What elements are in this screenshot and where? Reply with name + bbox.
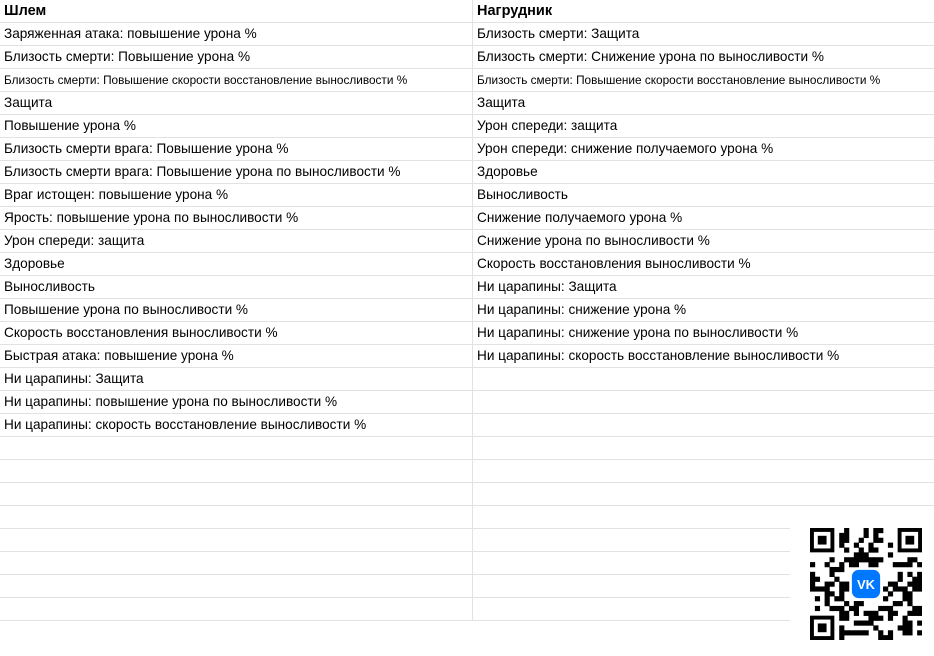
chestplate-stat-cell[interactable]: Снижение урона по выносливости % (477, 233, 710, 248)
helmet-stat-cell[interactable] (0, 506, 473, 528)
helmet-stat-cell[interactable]: Урон спереди: защита (0, 230, 473, 252)
chestplate-stat-cell[interactable]: Защита (477, 95, 526, 110)
table-row (0, 207, 934, 230)
helmet-stat-cell[interactable]: Ни царапины: Защита (0, 368, 473, 390)
table-row (0, 368, 934, 391)
chestplate-stat-cell[interactable]: Ни царапины: снижение урона по выносливости % (477, 325, 799, 340)
helmet-stat-cell[interactable]: Близость смерти врага: Повышение урона % (0, 138, 473, 160)
table-row (0, 437, 934, 460)
chestplate-stat-cell[interactable] (473, 414, 934, 436)
table-row (0, 299, 934, 322)
header-cell-chestplate[interactable]: Нагрудник (477, 3, 553, 19)
table-row (0, 460, 934, 483)
table-row (0, 345, 934, 368)
table-row (0, 414, 934, 437)
helmet-stat-cell[interactable] (0, 529, 473, 551)
helmet-stat-cell[interactable] (0, 575, 473, 597)
table-row (0, 253, 934, 276)
helmet-stat-cell[interactable] (0, 460, 473, 482)
chestplate-stat-cell[interactable]: Близость смерти: Защита (477, 26, 640, 41)
table-row (0, 391, 934, 414)
chestplate-stat-cell[interactable]: Урон спереди: защита (477, 118, 618, 133)
helmet-stat-cell[interactable]: Повышение урона по выносливости % (0, 299, 473, 321)
chestplate-stat-cell[interactable]: Ни царапины: Защита (477, 279, 617, 294)
chestplate-stat-cell[interactable]: Близость смерти: Снижение урона по выносливости % (477, 49, 824, 64)
vk-qr-code-icon (790, 508, 934, 656)
table-row (0, 23, 934, 46)
chestplate-stat-cell[interactable]: Урон спереди: снижение получаемого урона % (477, 141, 774, 156)
chestplate-stat-cell[interactable]: Здоровье (477, 164, 538, 179)
chestplate-stat-cell[interactable]: Выносливость (477, 187, 568, 202)
table-row (0, 92, 934, 115)
chestplate-stat-cell[interactable]: Ни царапины: скорость восстановление выносливости % (477, 348, 840, 363)
helmet-stat-cell[interactable] (0, 552, 473, 574)
table-row (0, 276, 934, 299)
chestplate-stat-cell[interactable] (473, 483, 934, 505)
chestplate-stat-cell[interactable] (473, 391, 934, 413)
table-row (0, 483, 934, 506)
helmet-stat-cell[interactable]: Ярость: повышение урона по выносливости % (0, 207, 473, 229)
table-row (0, 161, 934, 184)
table-row (0, 69, 934, 92)
table-row (0, 322, 934, 345)
helmet-stat-cell[interactable]: Заряженная атака: повышение урона % (0, 23, 473, 45)
helmet-stat-cell[interactable]: Ни царапины: повышение урона по выносливости % (0, 391, 473, 413)
header-cell-helmet[interactable]: Шлем (0, 0, 473, 22)
chestplate-stat-cell[interactable]: Ни царапины: снижение урона % (477, 302, 687, 317)
chestplate-stat-cell[interactable]: Близость смерти: Повышение скорости восстановление выносливости % (477, 73, 881, 87)
helmet-stat-cell[interactable] (0, 483, 473, 505)
vk-logo-text: VK (856, 576, 876, 592)
helmet-stat-cell[interactable]: Защита (0, 92, 473, 114)
helmet-stat-cell[interactable]: Близость смерти: Повышение скорости восстановление выносливости % (0, 69, 473, 91)
helmet-stat-cell[interactable]: Повышение урона % (0, 115, 473, 137)
chestplate-stat-cell[interactable] (473, 460, 934, 482)
chestplate-stat-cell[interactable] (473, 437, 934, 459)
chestplate-stat-cell[interactable]: Скорость восстановления выносливости % (477, 256, 751, 271)
chestplate-stat-cell[interactable]: Снижение получаемого урона % (477, 210, 683, 225)
helmet-stat-cell[interactable]: Близость смерти: Повышение урона % (0, 46, 473, 68)
helmet-stat-cell[interactable]: Враг истощен: повышение урона % (0, 184, 473, 206)
helmet-stat-cell[interactable]: Быстрая атака: повышение урона % (0, 345, 473, 367)
helmet-stat-cell[interactable]: Здоровье (0, 253, 473, 275)
table-row (0, 230, 934, 253)
helmet-stat-cell[interactable]: Выносливость (0, 276, 473, 298)
table-row (0, 46, 934, 69)
header-row (0, 0, 934, 23)
table-row (0, 184, 934, 207)
table-row (0, 138, 934, 161)
helmet-stat-cell[interactable] (0, 437, 473, 459)
table-row (0, 115, 934, 138)
helmet-stat-cell[interactable] (0, 598, 473, 620)
helmet-stat-cell[interactable]: Скорость восстановления выносливости % (0, 322, 473, 344)
chestplate-stat-cell[interactable] (473, 368, 934, 390)
helmet-stat-cell[interactable]: Близость смерти врага: Повышение урона по выносливости % (0, 161, 473, 183)
helmet-stat-cell[interactable]: Ни царапины: скорость восстановление выносливости % (0, 414, 473, 436)
